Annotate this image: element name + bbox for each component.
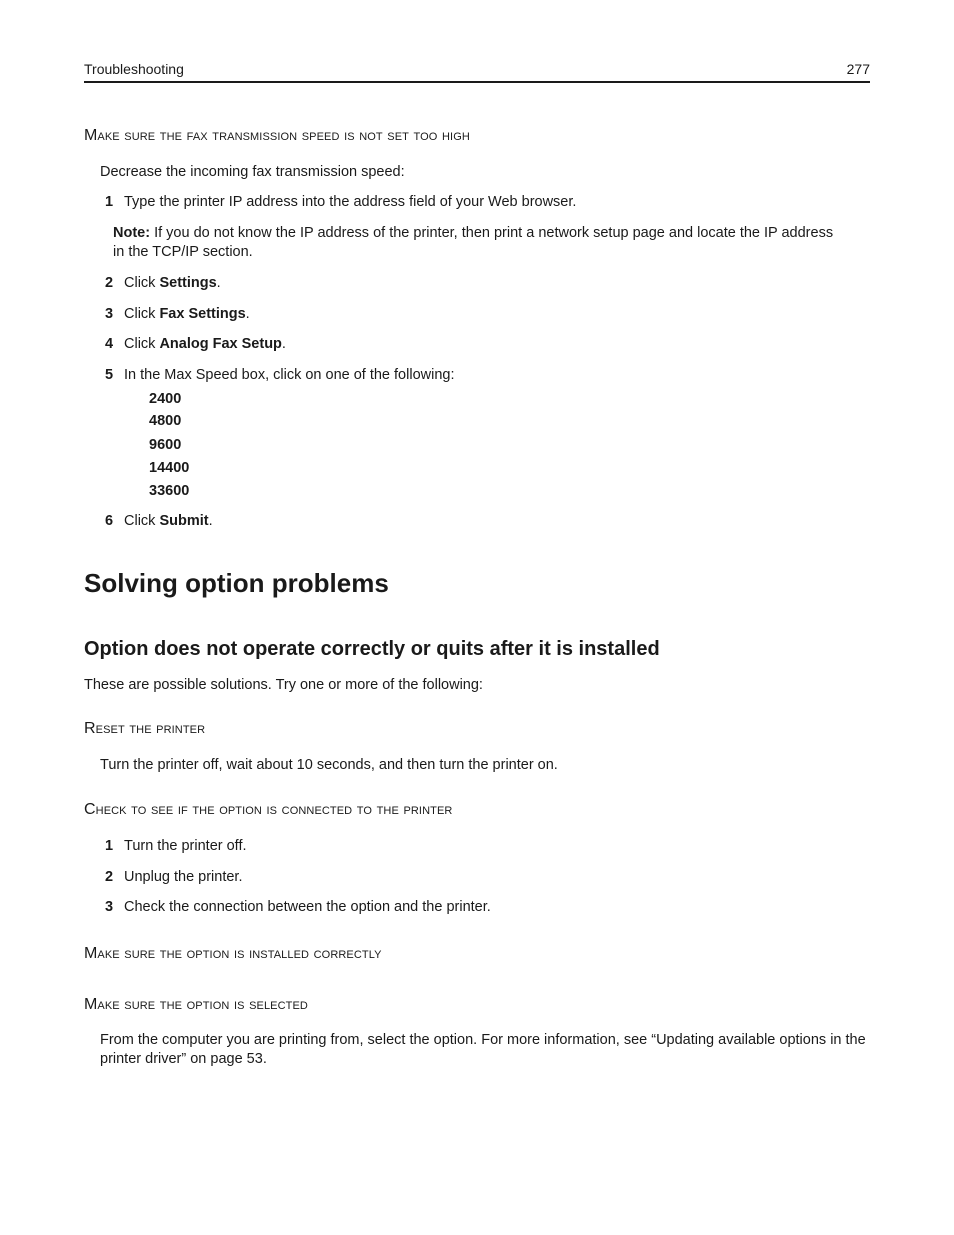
speed-option: 9600 xyxy=(149,437,182,453)
speed-option: 4800 xyxy=(149,413,182,429)
option-selected-text: From the computer you are printing from, select the option. For more information, see “Updating available options in the printer driver” on page 53. xyxy=(100,1032,866,1067)
fax-speed-heading: Make sure the fax transmission speed is not set too high xyxy=(84,127,470,144)
note-label: Note: xyxy=(113,225,151,241)
ui-label-analog-fax-setup: Analog Fax Setup xyxy=(159,336,282,352)
fax-note xyxy=(113,224,843,262)
reset-text: Turn the printer off, wait about 10 seconds, and then turn the printer on. xyxy=(100,757,558,773)
section-title: Solving option problems xyxy=(84,568,389,598)
step-number: 6 xyxy=(105,513,114,529)
installed-correctly-heading: Make sure the option is installed correctly xyxy=(84,945,382,962)
step-number: 3 xyxy=(105,899,114,915)
speed-option: 14400 xyxy=(149,460,190,476)
header-section-title: Troubleshooting xyxy=(84,61,184,77)
step-number: 4 xyxy=(105,336,114,352)
step-text: In the Max Speed box, click on one of the following: xyxy=(124,367,455,383)
step-number: 3 xyxy=(105,306,114,322)
step-number: 2 xyxy=(105,275,114,291)
note-text: If you do not know the IP address of the printer, then print a network setup page and locate the IP address in the TCP/IP section. xyxy=(113,225,834,260)
page-number: 277 xyxy=(846,61,870,77)
ui-label-fax-settings: Fax Settings xyxy=(159,306,246,322)
subsection-title: Option does not operate correctly or quits after it is installed xyxy=(84,638,660,660)
step-text: Check the connection between the option and the printer. xyxy=(124,899,491,915)
speed-option: 2400 xyxy=(149,391,182,407)
option-selected-heading: Make sure the option is selected xyxy=(84,996,308,1013)
step-text: Click Submit. xyxy=(124,513,213,529)
page-header xyxy=(84,60,870,83)
step-number: 2 xyxy=(105,869,114,885)
step-number: 1 xyxy=(105,838,114,854)
step-number: 5 xyxy=(105,367,114,383)
reset-heading: Reset the printer xyxy=(84,720,206,737)
check-connected-heading: Check to see if the option is connected to the printer xyxy=(84,801,453,818)
step-number: 1 xyxy=(105,194,114,210)
step-text: Click Analog Fax Setup. xyxy=(124,336,286,352)
step-text: Unplug the printer. xyxy=(124,869,243,885)
step-text: Click Settings. xyxy=(124,275,221,291)
ui-label-submit: Submit xyxy=(159,513,209,529)
subsection-intro: These are possible solutions. Try one or more of the following: xyxy=(84,677,483,693)
step-text: Click Fax Settings. xyxy=(124,306,250,322)
fax-speed-intro: Decrease the incoming fax transmission speed: xyxy=(100,164,405,180)
step-text: Type the printer IP address into the address field of your Web browser. xyxy=(124,194,577,210)
ui-label-settings: Settings xyxy=(159,275,217,291)
step-text: Turn the printer off. xyxy=(124,838,247,854)
speed-option: 33600 xyxy=(149,483,190,499)
